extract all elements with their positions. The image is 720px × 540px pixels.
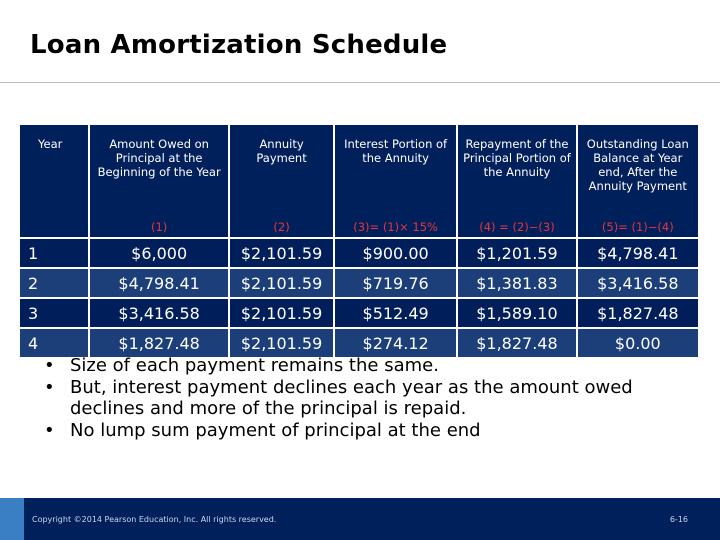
principal-repayment-cell: $1,381.83	[457, 268, 576, 298]
annuity-payment-cell: $2,101.59	[229, 268, 334, 298]
bullet-text: But, interest payment declines each year as the amount owed declines and more of the principal is repaid.	[70, 376, 633, 419]
copyright-text: Copyright ©2014 Pearson Education, Inc. All rights reserved.	[32, 515, 277, 524]
year-cell: 2	[20, 268, 89, 298]
header-interest-portion	[334, 125, 457, 238]
title-divider	[0, 82, 720, 83]
header-year	[20, 125, 89, 238]
interest-cell: $900.00	[334, 238, 457, 268]
footer-accent-block	[0, 498, 24, 540]
table-row	[20, 268, 698, 298]
table-row	[20, 298, 698, 328]
bullet-item	[44, 355, 684, 377]
bullet-text: No lump sum payment of principal at the end	[70, 419, 481, 441]
slide-title: Loan Amortization Schedule	[30, 30, 448, 60]
outstanding-balance-cell: $1,827.48	[577, 298, 698, 328]
header-label: Amount Owed on Principal at the Beginning of the Year	[97, 137, 221, 179]
outstanding-balance-cell: $4,798.41	[577, 238, 698, 268]
bullet-dot: •	[44, 376, 55, 398]
outstanding-balance-cell: $3,416.58	[577, 268, 698, 298]
amount-owed-cell: $3,416.58	[89, 298, 229, 328]
year-cell: 4	[20, 328, 89, 357]
interest-cell: $719.76	[334, 268, 457, 298]
header-principal-repayment	[457, 125, 576, 238]
annuity-payment-cell: $2,101.59	[229, 328, 334, 357]
bullet-item	[44, 420, 684, 442]
amount-owed-cell: $6,000	[89, 238, 229, 268]
amount-owed-cell: $4,798.41	[89, 268, 229, 298]
interest-cell: $274.12	[334, 328, 457, 357]
slide-footer	[0, 498, 720, 540]
table-header-row	[20, 125, 698, 238]
annuity-payment-cell: $2,101.59	[229, 298, 334, 328]
bullet-item	[44, 377, 684, 420]
year-cell: 3	[20, 298, 89, 328]
bullet-dot: •	[44, 355, 55, 376]
bullet-dot: •	[44, 419, 55, 441]
header-amount-owed	[89, 125, 229, 238]
header-label: Year	[38, 137, 63, 151]
header-label: Repayment of the Principal Portion of the Annuity	[463, 137, 571, 179]
header-label: Interest Portion of the Annuity	[344, 137, 448, 165]
annuity-payment-cell: $2,101.59	[229, 238, 334, 268]
year-cell: 1	[20, 238, 89, 268]
header-annuity-payment	[229, 125, 334, 238]
interest-cell: $512.49	[334, 298, 457, 328]
header-formula: (3)= (1)× 15%	[353, 220, 438, 234]
header-label: Outstanding Loan Balance at Year end, After the Annuity Payment	[586, 137, 689, 193]
table-row	[20, 238, 698, 268]
amortization-table	[20, 125, 698, 357]
bullet-text: Size of each payment remains the same.	[70, 355, 439, 376]
header-formula: (1)	[151, 220, 168, 234]
header-outstanding-balance	[577, 125, 698, 238]
header-formula: (4) = (2)−(3)	[479, 220, 555, 234]
table-row	[20, 328, 698, 357]
amount-owed-cell: $1,827.48	[89, 328, 229, 357]
header-formula: (2)	[273, 220, 290, 234]
bullet-list	[44, 355, 684, 441]
header-label: Annuity Payment	[256, 137, 307, 165]
outstanding-balance-cell: $0.00	[577, 328, 698, 357]
principal-repayment-cell: $1,201.59	[457, 238, 576, 268]
header-formula: (5)= (1)−(4)	[601, 220, 674, 234]
page-number: 6-16	[669, 515, 688, 524]
principal-repayment-cell: $1,827.48	[457, 328, 576, 357]
principal-repayment-cell: $1,589.10	[457, 298, 576, 328]
